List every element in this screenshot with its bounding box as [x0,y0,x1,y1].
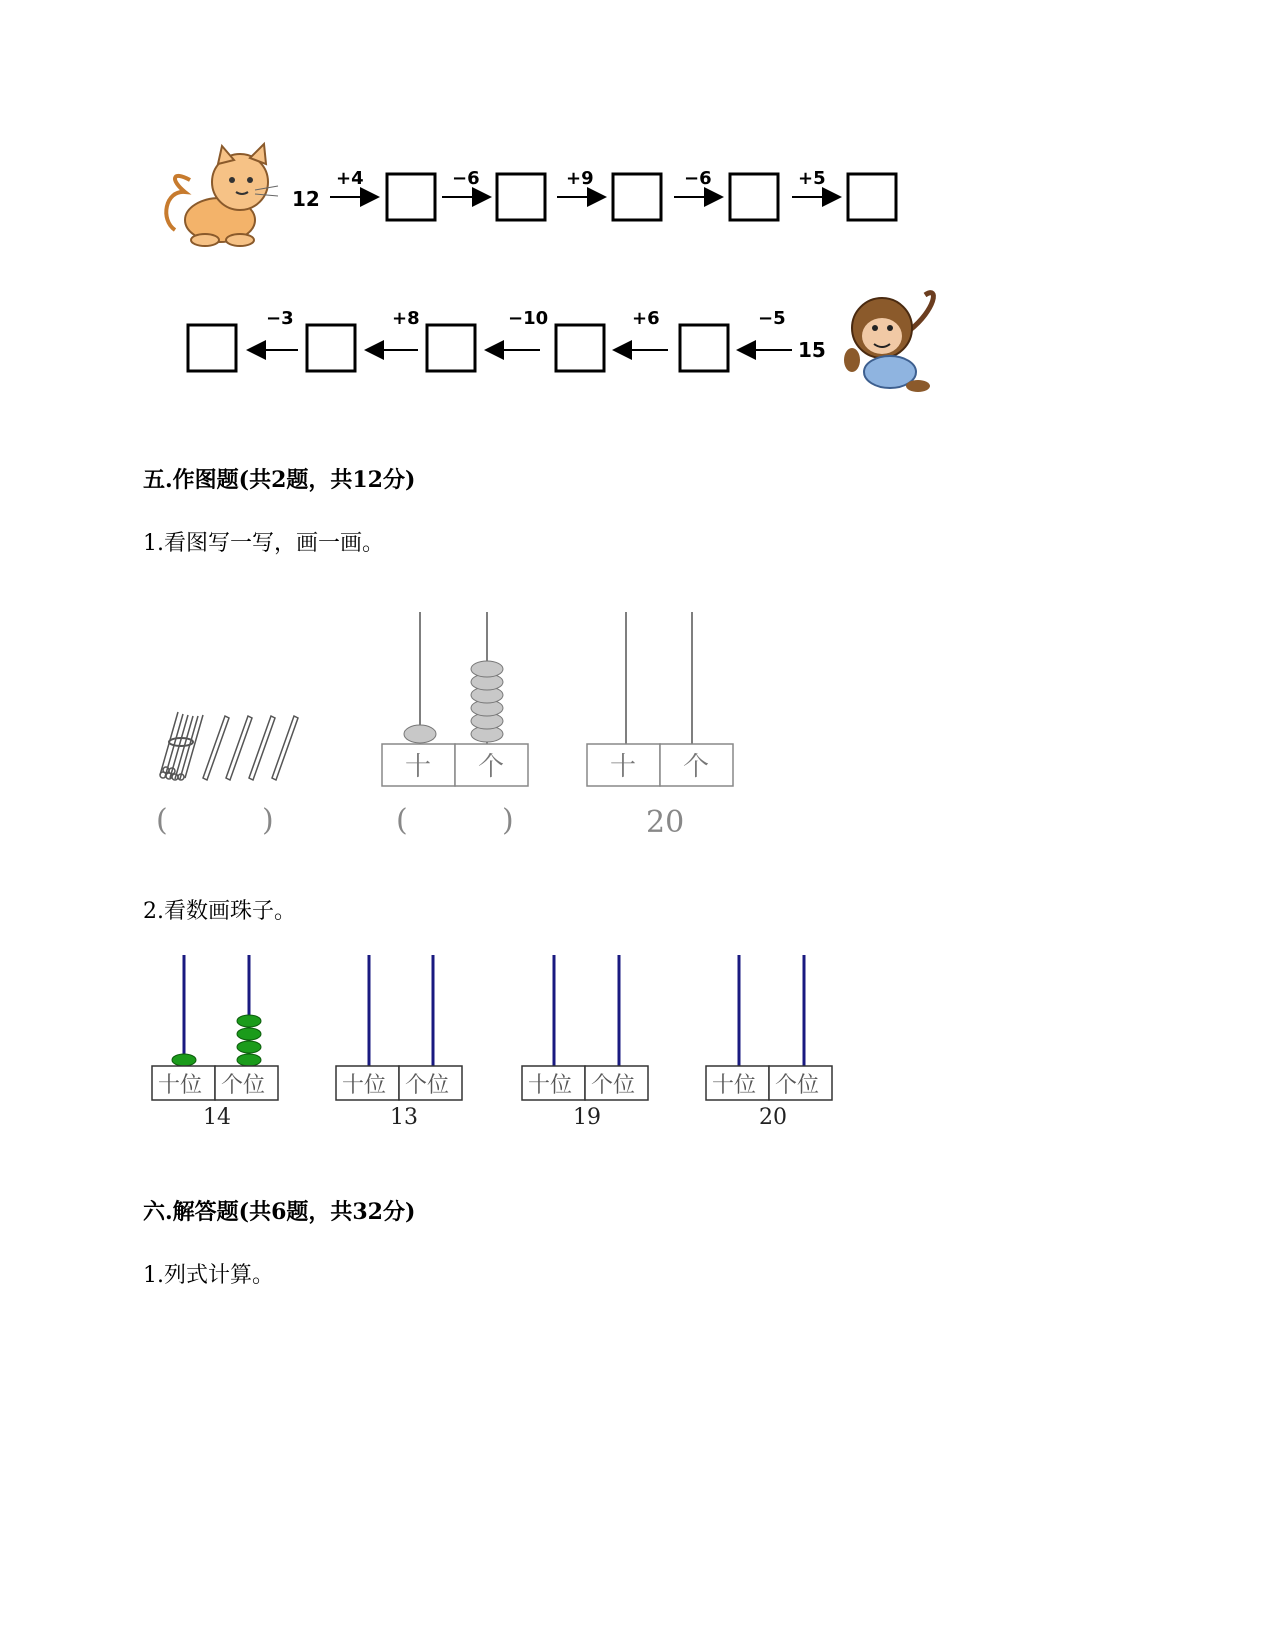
chain-top-start: 12 [292,187,320,211]
ones-label: 个位 [775,1073,820,1098]
section5-q2-text: 2.看数画珠子。 [143,899,296,924]
paren-close: ) [502,803,514,838]
chain-op: +9 [566,168,594,189]
tens-label: 十 [405,752,432,782]
tens-label: 十位 [528,1073,573,1098]
tens-label: 十位 [342,1073,387,1098]
chain-op: −6 [452,168,480,189]
abacus-number: 19 [573,1105,601,1130]
tens-label: 十位 [712,1073,757,1098]
place-value-abacus [336,955,462,1130]
abacus-number: 13 [390,1105,418,1130]
abacus-number: 14 [203,1105,231,1130]
chain-op: −3 [266,308,294,329]
chain-op: −6 [684,168,712,189]
paren-open: ( [156,803,168,838]
section5-q1-text: 1.看图写一写，画一画。 [143,531,384,556]
chain-op: +4 [336,168,364,189]
paren-close: ) [262,803,274,838]
chain-op: +5 [798,168,826,189]
tens-label: 十 [610,752,637,782]
ones-label: 个位 [405,1073,450,1098]
ones-beads [237,1015,261,1066]
place-value-abacus [706,955,832,1130]
section5-title: 五.作图题(共2题，共12分) [143,467,416,493]
bead [172,1054,196,1066]
paren-open: ( [396,803,408,838]
ones-label: 个位 [221,1073,266,1098]
chain-bottom-start: 15 [798,338,826,362]
section6-q1-text: 1.列式计算。 [143,1263,274,1288]
abacus-2-number: 20 [646,805,685,840]
place-value-abacus [522,955,648,1130]
chain-op: −5 [758,308,786,329]
abacus-number: 20 [759,1105,787,1130]
chain-op: −10 [508,308,549,329]
chain-op: +8 [392,308,420,329]
ones-label: 个位 [591,1073,636,1098]
ones-label: 个 [478,752,505,782]
section6-title: 六.解答题(共6题，共32分) [143,1199,416,1225]
ones-label: 个 [683,752,710,782]
tens-label: 十位 [158,1073,203,1098]
place-value-abacus [152,955,278,1130]
chain-op: +6 [632,308,660,329]
